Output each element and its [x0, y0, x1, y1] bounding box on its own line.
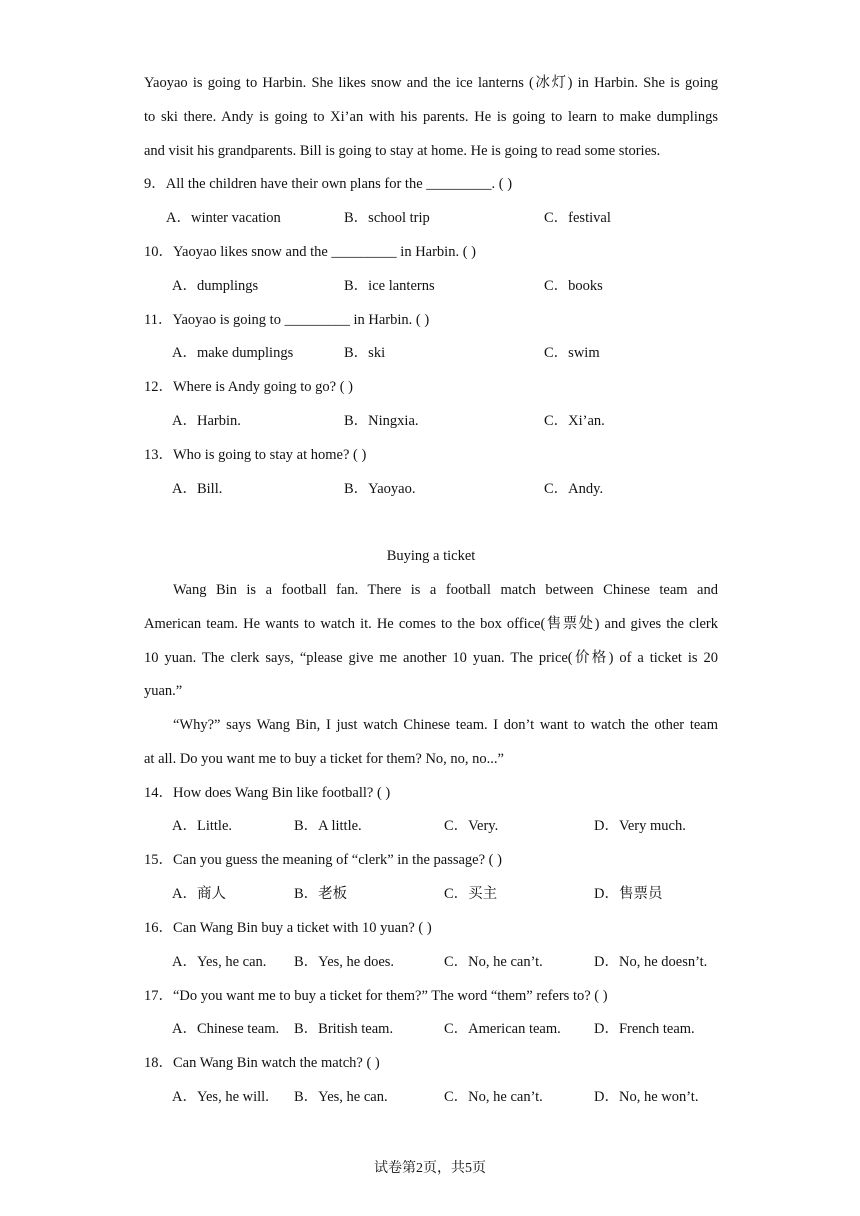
question-18-option-a[interactable]: A．Yes, he will.: [172, 1089, 269, 1105]
question-16-option-b[interactable]: B．Yes, he does.: [294, 954, 395, 970]
question-17-stem: 17．“Do you want me to buy a ticket for them?” The word “them” refers to? ( ): [144, 988, 608, 1004]
question-11-option-c[interactable]: C．swim: [544, 345, 600, 361]
question-10-options: [0, 275, 860, 297]
question-16-options: [0, 951, 860, 973]
question-10-stem: 10．Yaoyao likes snow and the _________ in Harbin. ( ): [144, 244, 476, 260]
question-16-stem: 16．Can Wang Bin buy a ticket with 10 yuan? ( ): [144, 920, 432, 936]
question-12-options: [0, 410, 860, 432]
passage-1-line-1: Yaoyao is going to Harbin. She likes snow and the ice lanterns (冰灯) in Harbin. She is going: [144, 75, 718, 91]
question-9-options: [0, 207, 860, 229]
question-9-option-c[interactable]: C．festival: [544, 210, 611, 226]
passage-1-line-2: to ski there. Andy is going to Xi’an with his parents. He is going to learn to make dumplings: [144, 109, 718, 125]
passage-2-line-5: “Why?” says Wang Bin, I just watch Chinese team. I don’t want to watch the other team: [173, 717, 718, 733]
page-footer: 试卷第2页，共5页: [374, 1161, 486, 1176]
question-11-options: [0, 342, 860, 364]
question-14-stem: 14．How does Wang Bin like football? ( ): [144, 785, 391, 801]
question-14-option-c[interactable]: C．Very.: [444, 818, 499, 834]
question-11-option-b[interactable]: B．ski: [344, 345, 386, 361]
question-18-option-d[interactable]: D．No, he won’t.: [594, 1089, 699, 1105]
question-15-option-d[interactable]: D．售票员: [594, 886, 663, 902]
question-11-stem: 11．Yaoyao is going to _________ in Harbin. ( ): [144, 312, 430, 328]
question-17-option-d[interactable]: D．French team.: [594, 1021, 695, 1037]
question-16-option-a[interactable]: A．Yes, he can.: [172, 954, 267, 970]
question-18-option-b[interactable]: B．Yes, he can.: [294, 1089, 388, 1105]
question-16-option-c[interactable]: C．No, he can’t.: [444, 954, 543, 970]
question-15-option-b[interactable]: B．老板: [294, 886, 348, 902]
question-17-option-a[interactable]: A．Chinese team.: [172, 1021, 280, 1037]
question-12-stem: 12．Where is Andy going to go? ( ): [144, 379, 354, 395]
question-17-option-b[interactable]: B．British team.: [294, 1021, 394, 1037]
question-14-option-b[interactable]: B．A little.: [294, 818, 362, 834]
question-15-stem: 15．Can you guess the meaning of “clerk” in the passage? ( ): [144, 852, 502, 868]
passage-1-line-3: and visit his grandparents. Bill is going to stay at home. He is going to read some stories.: [144, 143, 661, 159]
question-17-option-c[interactable]: C．American team.: [444, 1021, 561, 1037]
question-10-option-a[interactable]: A．dumplings: [172, 278, 259, 294]
question-15-option-c[interactable]: C．买主: [444, 886, 498, 902]
question-10-option-b[interactable]: B．ice lanterns: [344, 278, 435, 294]
question-11-option-a[interactable]: A．make dumplings: [172, 345, 294, 361]
question-9-option-a[interactable]: A．winter vacation: [166, 210, 281, 226]
question-13-option-a[interactable]: A．Bill.: [172, 481, 223, 497]
question-14-options: [0, 815, 860, 837]
question-10-option-c[interactable]: C．books: [544, 278, 603, 294]
question-12-option-b[interactable]: B．Ningxia.: [344, 413, 419, 429]
question-15-options: [0, 883, 860, 905]
passage-2-line-2: American team. He wants to watch it. He comes to the box office(售票处) and gives the clerk: [144, 616, 718, 632]
question-18-option-c[interactable]: C．No, he can’t.: [444, 1089, 543, 1105]
question-14-option-d[interactable]: D．Very much.: [594, 818, 686, 834]
question-13-option-c[interactable]: C．Andy.: [544, 481, 604, 497]
passage-2-line-3: 10 yuan. The clerk says, “please give me another 10 yuan. The price(价格) of a ticket is 20: [144, 650, 718, 666]
question-12-option-a[interactable]: A．Harbin.: [172, 413, 241, 429]
question-9-option-b[interactable]: B．school trip: [344, 210, 430, 226]
question-13-option-b[interactable]: B．Yaoyao.: [344, 481, 416, 497]
question-9-stem: 9．All the children have their own plans for the _________. ( ): [144, 176, 513, 192]
passage-2-line-4: yuan.”: [144, 683, 183, 699]
question-17-options: [0, 1018, 860, 1040]
question-16-option-d[interactable]: D．No, he doesn’t.: [594, 954, 708, 970]
question-18-options: [0, 1086, 860, 1108]
passage-2-line-1: Wang Bin is a football fan. There is a football match between Chinese team and: [173, 582, 718, 598]
question-15-option-a[interactable]: A．商人: [172, 886, 226, 902]
question-14-option-a[interactable]: A．Little.: [172, 818, 233, 834]
question-13-stem: 13．Who is going to stay at home? ( ): [144, 447, 367, 463]
question-18-stem: 18．Can Wang Bin watch the match? ( ): [144, 1055, 380, 1071]
passage-2-title: Buying a ticket: [386, 548, 476, 564]
question-12-option-c[interactable]: C．Xi’an.: [544, 413, 605, 429]
question-13-options: [0, 478, 860, 500]
passage-2-line-6: at all. Do you want me to buy a ticket for them? No, no, no...”: [144, 751, 504, 767]
